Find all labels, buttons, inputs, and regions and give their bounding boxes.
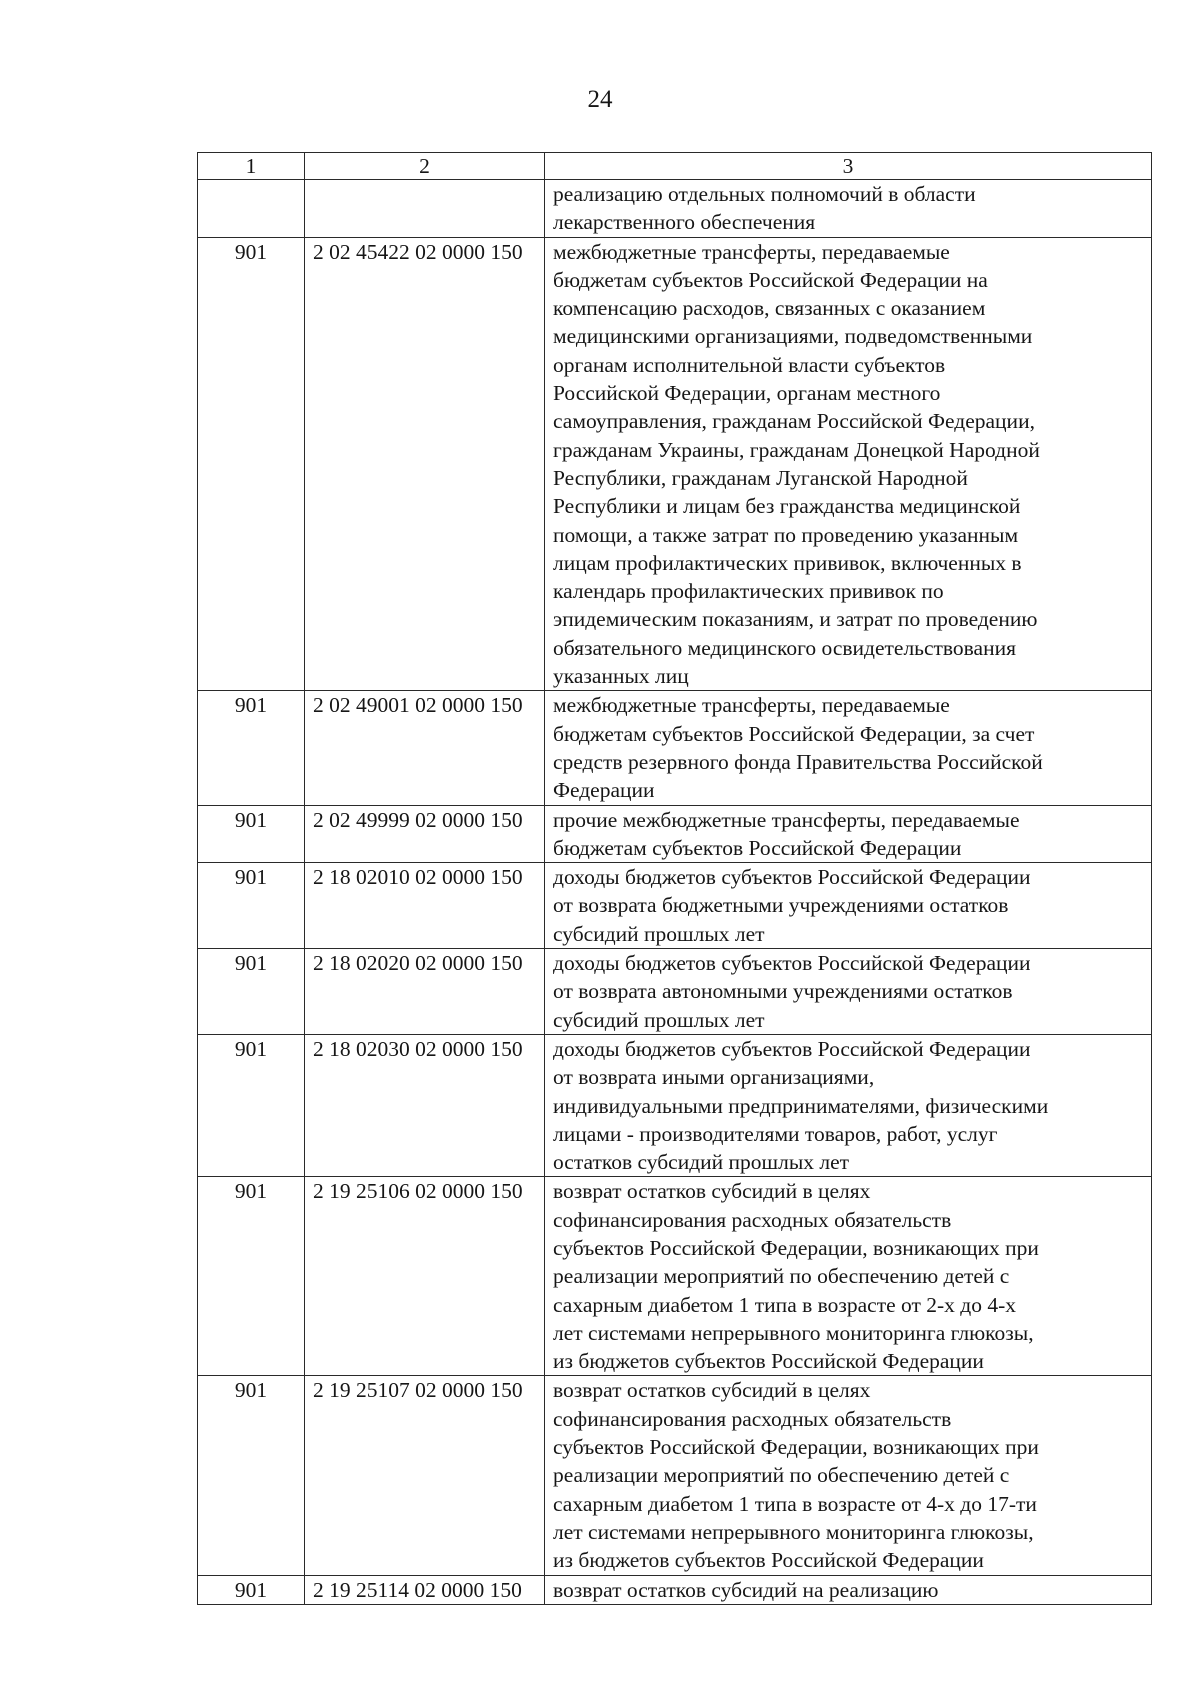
- column-header-3: 3: [545, 153, 1152, 180]
- description-line: Республики, гражданам Луганской Народной: [553, 465, 968, 490]
- description-line: календарь профилактических прививок по: [553, 579, 944, 604]
- description-line: обязательного медицинского освидетельствования: [553, 635, 1016, 660]
- budget-codes-table: [197, 152, 1152, 1605]
- revenue-code-cell: 2 02 49999 02 0000 150: [305, 805, 545, 863]
- description-line: Федерации: [553, 778, 655, 803]
- description-line: лицам профилактических прививок, включенных в: [553, 550, 1022, 575]
- table-row: [198, 1575, 1152, 1604]
- table-row: [198, 180, 1152, 238]
- table-row: [198, 691, 1152, 805]
- description-line: индивидуальными предпринимателями, физическими: [553, 1093, 1049, 1118]
- description-line: доходы бюджетов субъектов Российской Федерации: [553, 951, 1031, 976]
- description-line: Российской Федерации, органам местного: [553, 381, 941, 406]
- table-row: [198, 1376, 1152, 1575]
- description-line: субъектов Российской Федерации, возникающих при: [553, 1235, 1039, 1260]
- admin-code-cell: 901: [198, 805, 305, 863]
- description-line: реализацию отдельных полномочий в области: [553, 182, 976, 206]
- table-body: [198, 153, 1152, 1605]
- description-line: сахарным диабетом 1 типа в возрасте от 2-х до 4-х: [553, 1292, 1017, 1317]
- description-line: доходы бюджетов субъектов Российской Федерации: [553, 865, 1031, 890]
- description-line: лекарственного обеспечения: [553, 210, 816, 235]
- table-row: [198, 949, 1152, 1035]
- admin-code-cell: 901: [198, 237, 305, 691]
- revenue-code-cell: 2 18 02020 02 0000 150: [305, 949, 545, 1035]
- revenue-code-cell: 2 19 25107 02 0000 150: [305, 1376, 545, 1575]
- admin-code-cell: [198, 180, 305, 238]
- description-line: бюджетам субъектов Российской Федерации на: [553, 267, 988, 292]
- revenue-code-cell: [305, 180, 545, 238]
- admin-code-cell: 901: [198, 1177, 305, 1376]
- description-cell: [545, 180, 1152, 238]
- admin-code-cell: 901: [198, 863, 305, 949]
- description-line: эпидемическим показаниям, и затрат по проведению: [553, 607, 1038, 632]
- admin-code-cell: 901: [198, 1034, 305, 1176]
- description-line: средств резервного фонда Правительства Российской: [553, 749, 1043, 774]
- description-line: Республики и лицам без гражданства медицинской: [553, 494, 1021, 519]
- description-cell: [545, 1376, 1152, 1575]
- description-line: от возврата автономными учреждениями остатков: [553, 979, 1013, 1004]
- description-line: софинансирования расходных обязательств: [553, 1207, 952, 1232]
- description-line: медицинскими организациями, подведомственными: [553, 324, 1033, 349]
- description-line: межбюджетные трансферты, передаваемые: [553, 239, 950, 264]
- description-line: субъектов Российской Федерации, возникающих при: [553, 1435, 1039, 1460]
- description-cell: [545, 1575, 1152, 1604]
- revenue-code-cell: 2 02 45422 02 0000 150: [305, 237, 545, 691]
- description-line: сахарным диабетом 1 типа в возрасте от 4-х до 17-ти: [553, 1491, 1037, 1516]
- description-line: самоуправления, гражданам Российской Федерации,: [553, 409, 1035, 434]
- description-line: реализации мероприятий по обеспечению детей с: [553, 1264, 1010, 1289]
- description-cell: [545, 1177, 1152, 1376]
- revenue-code-cell: 2 18 02030 02 0000 150: [305, 1034, 545, 1176]
- description-line: бюджетам субъектов Российской Федерации, за счет: [553, 721, 1035, 746]
- description-line: гражданам Украины, гражданам Донецкой Народной: [553, 437, 1040, 462]
- admin-code-cell: 901: [198, 949, 305, 1035]
- admin-code-cell: 901: [198, 1575, 305, 1604]
- description-line: межбюджетные трансферты, передаваемые: [553, 693, 950, 718]
- description-cell: [545, 949, 1152, 1035]
- description-line: прочие межбюджетные трансферты, передаваемые: [553, 807, 1020, 832]
- description-cell: [545, 691, 1152, 805]
- revenue-code-cell: 2 18 02010 02 0000 150: [305, 863, 545, 949]
- description-line: доходы бюджетов субъектов Российской Федерации: [553, 1036, 1031, 1061]
- page-number: 24: [587, 86, 613, 113]
- table-row: [198, 1177, 1152, 1376]
- description-line: субсидий прошлых лет: [553, 1007, 765, 1032]
- description-line: лет системами непрерывного мониторинга глюкозы,: [553, 1519, 1034, 1544]
- description-line: реализации мероприятий по обеспечению детей с: [553, 1463, 1010, 1488]
- table-row: [198, 863, 1152, 949]
- description-line: лет системами непрерывного мониторинга глюкозы,: [553, 1320, 1034, 1345]
- table-header-row: [198, 153, 1152, 180]
- admin-code-cell: 901: [198, 691, 305, 805]
- description-line: указанных лиц: [553, 664, 689, 689]
- revenue-code-cell: 2 19 25106 02 0000 150: [305, 1177, 545, 1376]
- description-line: компенсацию расходов, связанных с оказанием: [553, 296, 986, 321]
- description-line: из бюджетов субъектов Российской Федерации: [553, 1349, 984, 1374]
- table-row: [198, 805, 1152, 863]
- description-line: возврат остатков субсидий в целях: [553, 1179, 871, 1204]
- column-header-2: 2: [305, 153, 545, 180]
- description-line: из бюджетов субъектов Российской Федерации: [553, 1548, 984, 1573]
- description-line: помощи, а также затрат по проведению указанным: [553, 522, 1019, 547]
- description-line: от возврата бюджетными учреждениями остатков: [553, 893, 1009, 918]
- description-line: органам исполнительной власти субъектов: [553, 352, 946, 377]
- description-line: бюджетам субъектов Российской Федерации: [553, 835, 962, 860]
- table-row: [198, 1034, 1152, 1176]
- description-line: лицами - производителями товаров, работ, услуг: [553, 1121, 998, 1146]
- table-row: [198, 237, 1152, 691]
- description-line: возврат остатков субсидий на реализацию: [553, 1577, 939, 1602]
- description-line: субсидий прошлых лет: [553, 921, 765, 946]
- description-line: софинансирования расходных обязательств: [553, 1406, 952, 1431]
- description-cell: [545, 805, 1152, 863]
- column-header-1: 1: [198, 153, 305, 180]
- description-line: возврат остатков субсидий в целях: [553, 1378, 871, 1403]
- description-line: остатков субсидий прошлых лет: [553, 1150, 850, 1175]
- description-line: от возврата иными организациями,: [553, 1065, 875, 1090]
- revenue-code-cell: 2 02 49001 02 0000 150: [305, 691, 545, 805]
- description-cell: [545, 863, 1152, 949]
- description-cell: [545, 237, 1152, 691]
- description-cell: [545, 1034, 1152, 1176]
- admin-code-cell: 901: [198, 1376, 305, 1575]
- revenue-code-cell: 2 19 25114 02 0000 150: [305, 1575, 545, 1604]
